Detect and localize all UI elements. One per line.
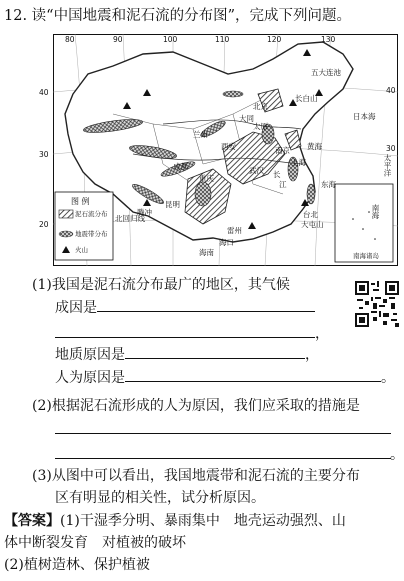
sea-south: 南海 <box>371 204 380 219</box>
place-chengdu: 成都 <box>173 162 188 171</box>
blank-measures-2[interactable] <box>55 458 391 459</box>
part1-geo-text: 地质原因是 <box>55 347 125 363</box>
place-changbaishan: 长白山 <box>295 94 318 103</box>
lat-30-left: 30 <box>39 150 49 159</box>
place-wuhan: 武汉 <box>249 166 264 175</box>
lon-120: 120 <box>267 35 282 44</box>
place-leizhou: 雷州 <box>227 226 242 235</box>
answer-line1 <box>4 511 346 531</box>
part1-line4 <box>55 344 319 365</box>
part1-period: 。 <box>381 370 395 386</box>
part1-line1: (1)我国是泥石流分布最广的地区，其气候 <box>32 277 290 293</box>
lon-100: 100 <box>163 35 178 44</box>
part3-line2: 区有明显的相关性，试分析原因。 <box>55 490 265 506</box>
place-kunming: 昆明 <box>165 200 180 209</box>
place-xian: 西安 <box>221 142 236 151</box>
part1-line2-text: 成因是 <box>55 300 97 316</box>
place-datunshan: 大屯山 <box>301 220 324 229</box>
lon-110: 110 <box>215 35 230 44</box>
part1-line5 <box>55 367 395 388</box>
question-text: 读“中国地震和泥石流的分布图”，完成下列问题。 <box>31 8 351 24</box>
part1-human-text: 人为原因是 <box>55 370 125 386</box>
place-taipei: 台北 <box>303 210 318 219</box>
lon-90: 90 <box>113 35 123 44</box>
answer-tag: 【答案】 <box>4 513 60 529</box>
legend-debris-label: 泥石流分布 <box>75 210 108 218</box>
lon-130: 130 <box>321 35 336 44</box>
answer-line2: 体中断裂发育 对植被的破坏 <box>4 535 186 551</box>
sea-east: 东海 <box>321 180 336 189</box>
sea-japan: 日本海 <box>353 112 376 121</box>
blank-climate-1[interactable] <box>97 297 315 312</box>
place-hainan: 海南 <box>199 248 214 257</box>
legend-title: 图 例 <box>71 197 90 206</box>
part2-line1: (2)根据泥石流形成的人为原因，我们应采取的措施是 <box>32 398 360 414</box>
lat-20-left: 20 <box>39 220 49 229</box>
answer-line3: (2)植树造林、保护植被 <box>4 557 150 573</box>
place-tengchong: 腾冲 <box>137 208 152 217</box>
tropic-label: 北回归线 <box>115 214 145 223</box>
part1-comma-1: ， <box>315 326 329 342</box>
place-lanzhou: 兰州 <box>193 130 208 139</box>
blank-human[interactable] <box>125 367 381 382</box>
blank-geology[interactable] <box>125 344 305 359</box>
lat-30-right: 30 <box>386 144 396 153</box>
part2-period: 。 <box>390 447 404 463</box>
part1-comma-2: ， <box>305 347 319 363</box>
sea-yellow: 黄海 <box>307 142 322 151</box>
legend-quake-label: 地震带分布 <box>75 230 108 238</box>
legend-volcano-label: 火山 <box>75 246 88 254</box>
place-chongqing: 重庆 <box>199 174 214 183</box>
lon-80: 80 <box>65 35 75 44</box>
blank-climate-2[interactable] <box>55 337 315 338</box>
lat-40-left: 40 <box>39 88 49 97</box>
lat-40-right: 40 <box>386 86 396 95</box>
question-number: 12. <box>4 8 28 24</box>
answer-text-1: (1)干湿季分明、暴雨集中 地壳运动强烈、山 <box>60 513 346 529</box>
place-datong: 大同 <box>239 114 254 123</box>
place-beijing: 北京 <box>253 102 268 111</box>
place-taiyuan: 太原 <box>253 122 268 131</box>
river-chang: 长 <box>273 170 281 179</box>
question-prompt <box>4 6 399 26</box>
part1-line2 <box>55 297 315 318</box>
place-haikou: 海口 <box>219 238 234 247</box>
river-jiang: 江 <box>279 180 287 189</box>
place-shanghai: 上海 <box>291 158 306 167</box>
earthquake-debris-flow-map <box>39 34 398 266</box>
inset-label: 南海诸岛 <box>353 252 379 260</box>
sea-pacific: 太平洋 <box>383 154 392 177</box>
blank-measures-1[interactable] <box>55 433 391 434</box>
qr-code-icon <box>355 281 399 327</box>
place-wudalianchi: 五大连池 <box>311 68 341 77</box>
part3-line1: (3)从图中可以看出，我国地震带和泥石流的主要分布 <box>32 468 360 484</box>
place-nanjing: 南京 <box>275 146 290 155</box>
